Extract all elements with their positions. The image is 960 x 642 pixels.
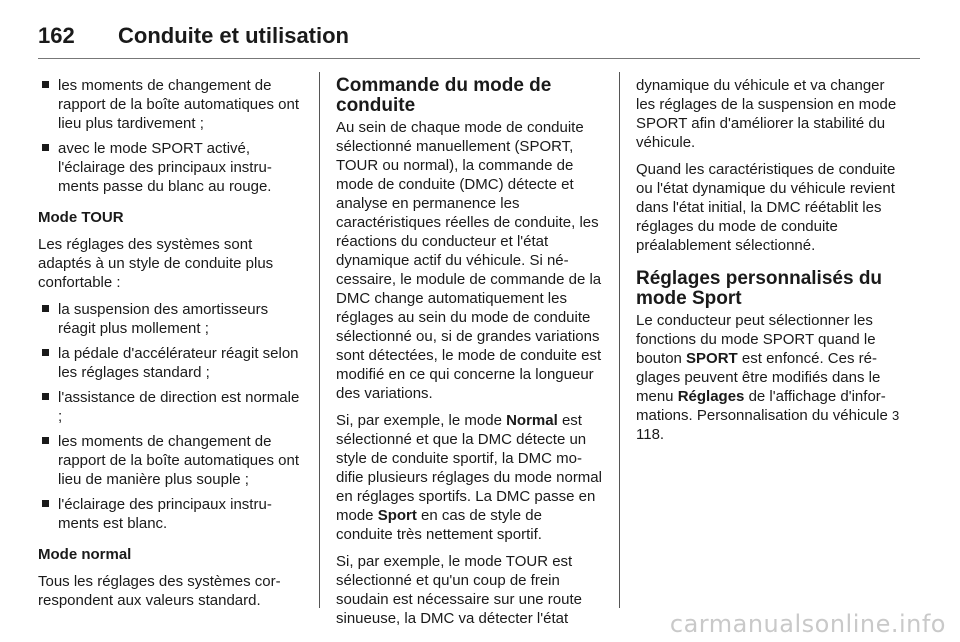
page-reference-arrow-icon: 3 xyxy=(891,408,900,423)
page-number: 162 xyxy=(38,23,75,48)
text-run: en cas de style de conduite très nettement sportif. xyxy=(336,507,542,543)
column-1 xyxy=(38,76,300,618)
watermark: carmanualsonline.info xyxy=(669,610,946,638)
page-title: Conduite et utilisation xyxy=(118,23,349,48)
continued-paragraph: dynamique du véhicule et va changer les réglages de la suspension en mode SPORT afin d'améliorer la stabilité du véhicule. xyxy=(636,77,897,151)
text-run: est sélectionné et que la DMC détecte un style de conduite sportif, la DMC modifie plusieurs réglages du mode normal en réglages sportifs. La DMC passe en mode xyxy=(336,412,602,524)
list-item: l'assistance de direction est normale ; xyxy=(38,388,300,426)
list-item: la pédale d'accélérateur réagit selon les réglages standard ; xyxy=(38,344,300,382)
sport-settings-heading: Réglages personnalisés du mode Sport xyxy=(636,268,883,309)
text-run: Si, par exemple, le mode xyxy=(336,412,507,429)
list-item: la suspension des amortisseurs réagit plus mollement ; xyxy=(38,300,300,338)
mode-normal-label: Normal xyxy=(506,412,558,429)
mode-tour-heading: Mode TOUR xyxy=(38,209,124,226)
bullet-list-tour xyxy=(38,300,300,533)
header-divider xyxy=(38,58,920,59)
mode-tour-text: Les réglages des systèmes sont adaptés à un style de conduite plus confortable : xyxy=(38,236,274,291)
column-2 xyxy=(336,76,602,636)
list-item: les moments de changement de rapport de la boîte automatiques ont lieu plus tardivement ; xyxy=(38,76,300,133)
mode-sport-label: Sport xyxy=(377,507,417,524)
column-divider-1 xyxy=(319,72,320,608)
restore-paragraph: Quand les caractéristiques de conduite ou l'état dynamique du véhicule revient dans l'état initial, la DMC réétablit les réglages du mode de conduite préalablement sélectionné. xyxy=(636,161,896,254)
page-header xyxy=(38,16,908,56)
list-item: les moments de changement de rapport de la boîte automatiques ont lieu de manière plus souple ; xyxy=(38,432,300,489)
column-divider-2 xyxy=(619,72,620,608)
text-run: Le conducteur peut sélectionner les fonctions du mode SPORT quand le bouton xyxy=(636,312,876,367)
sport-button-label: SPORT xyxy=(686,350,738,367)
settings-menu-label: Réglages xyxy=(677,388,745,405)
dmc-paragraph-2 xyxy=(336,411,602,544)
text-run: de l'affichage d'informations. Personnalisation du véhicule xyxy=(636,388,892,424)
sport-settings-paragraph xyxy=(636,311,904,444)
column-3 xyxy=(636,76,904,452)
list-item: avec le mode SPORT activé, l'éclairage des principaux instruments passe du blanc au rouge. xyxy=(38,139,300,196)
page-reference[interactable]: 118. xyxy=(636,426,665,443)
dmc-paragraph-1: Au sein de chaque mode de conduite sélectionné manuellement (SPORT, TOUR ou normal), la commande de mode de conduite (DMC) détecte et analyse en permanence les caractéristiques réelles de conduite, les réactions du conducteur et l'état dynamique actif du véhicule. Si nécessaire, le module de commande de la DMC change automatiquement les réglages au sein du mode de conduite sélectionné ou, si de grandes variations sont détectées, le mode de conduite est modifié en ce qui concerne la longueur des variations. xyxy=(336,119,602,402)
list-item: l'éclairage des principaux instruments est blanc. xyxy=(38,495,300,533)
text-run: est enfoncé. Ces réglages peuvent être modifiés dans le menu xyxy=(636,350,881,405)
bullet-list-sport xyxy=(38,76,300,196)
dmc-heading: Commande du mode de conduite xyxy=(336,75,552,116)
mode-normal-heading: Mode normal xyxy=(38,546,132,563)
dmc-paragraph-3: Si, par exemple, le mode TOUR est sélectionné et qu'un coup de frein soudain est nécessaire sur une route sinueuse, la DMC va détecter l'état xyxy=(336,553,582,627)
mode-normal-text: Tous les réglages des systèmes correspondent aux valeurs standard. xyxy=(38,573,281,609)
